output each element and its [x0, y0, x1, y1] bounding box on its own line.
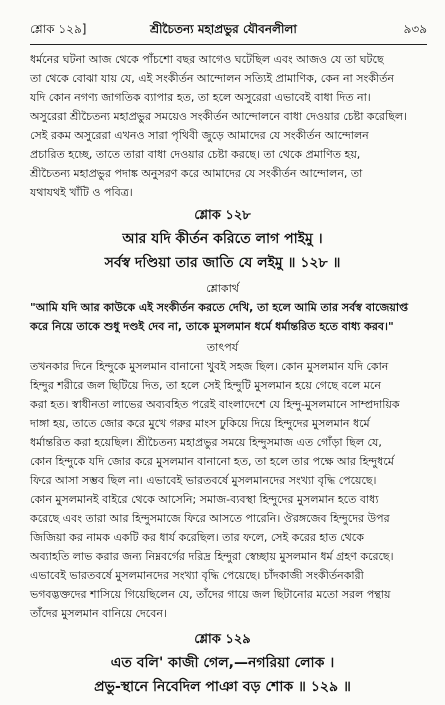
verse-129-line-2: প্রভু-স্থানে নিবেদিল পাঞা বড় শোক ॥ ১২৯ ॥ — [94, 679, 351, 695]
text-line: তাঁদের মুসলমান বানিয়ে দেবেন। — [30, 607, 167, 620]
translation-line: "আমি যদি আর কাউকে এই সংকীর্তন করতে দেখি, তা হলে আমি তার সর্বস্ব বাজেয়াপ্ত — [30, 301, 409, 314]
text-line: অব্যাহতি লাভ করার জন্য নিম্নবর্গের দরিদ্র হিন্দুরা স্বেচ্ছায় মুসলমান ধর্ম গ্রহণ করেছে। — [30, 550, 394, 563]
text-line: প্রচারিত হচ্ছে, তাতে তারা বাধা দেওয়ার চেষ্টা করছে। তা থেকে প্রমাণিত হয়, — [30, 148, 361, 161]
text-line: কোন মুসলমানই বাইরে থেকে আসেনি; সমাজ-ব্যবস্থা হিন্দুদের মুসলমান হতে বাধ্য — [30, 493, 379, 506]
page-number: ৯৩৯ — [403, 22, 427, 36]
page-header — [30, 18, 427, 45]
verse-128-heading: শ্লোক ১২৮ — [194, 208, 251, 223]
text-line: অসুরেরা শ্রীচৈতন্য মহাপ্রভুর সময়েও সংকীর্তন আন্দোলনে বাধা দেওয়ার চেষ্টা করেছিল। — [30, 110, 408, 123]
text-line: হিন্দুর শরীরে জল ছিটিয়ে দিত, তা হলে সেই হিন্দুটি মুসলমান হয়ে গেছে বলে মনে — [30, 379, 381, 392]
text-line: কোন হিন্দুকে যদি জোর করে মুসলমান বানানো হত, তা হলে তার পক্ষে আর হিন্দুধর্মে — [30, 455, 394, 468]
text-line: তখনকার দিনে হিন্দুকে মুসলমান বানানো খুবই সহজ ছিল। কোন মুসলমান যদি কোন — [30, 360, 389, 373]
text-line: দাঙ্গা হয়, তাতে জোর করে মুখে গরুর মাংস ঢুকিয়ে দিয়ে হিন্দুদের মুসলমান ধর্মে — [30, 417, 370, 430]
text-line: ফিরে আসা সম্ভব ছিল না। এভাবেই ভারতবর্ষে মুসলমানদের সংখ্যা বৃদ্ধি পেয়েছে। — [30, 474, 377, 487]
header-verse-ref: শ্লোক ১২৯] — [30, 22, 87, 36]
verse-129-heading: শ্লোক ১২৯ — [194, 632, 251, 647]
text-line: জিজিয়া কর নামক একটি কর ধার্য করেছিল। তার ফলে, সেই করের হাত থেকে — [30, 531, 364, 544]
translation-label: শ্লোকার্থ — [206, 282, 239, 295]
verse-128-line-2: সর্বস্ব দণ্ডিয়া তার জাতি যে লইমু ॥ ১২৮ ॥ — [104, 255, 341, 271]
text-line: ধর্মান্তরিত করা হয়েছিল। শ্রীচৈতন্য মহাপ্রভুর সময়ে হিন্দুসমাজ এত গোঁড়া ছিল যে, — [30, 436, 382, 449]
text-line: ভগবদ্ভক্তদের শাসিয়ে গিয়েছিলেন যে, তাঁদের গায়ে জল ছিটানোর মতো সরল পন্থায় — [30, 588, 391, 601]
text-line: এভাবেই ভারতবর্ষে মুসলমানদের সংখ্যা বৃদ্ধি পেয়েছে। চাঁদকাজী সংকীর্তনকারী — [30, 569, 364, 582]
text-line: সেই রকম অসুরেরা এখনও সারা পৃথিবী জুড়ে আমাদের যে সংকীর্তন আন্দোলন — [30, 129, 369, 142]
translation-line: করে নিয়ে তাকে শুধু দণ্ডই দেব না, তাকে মুসলমান ধর্মে ধর্মান্তরিত হতে বাধ্য করব।" — [30, 320, 394, 333]
text-line: শ্রীচৈতন্য মহাপ্রভুর পদাঙ্ক অনুসরণ করে আমাদের যে সংকীর্তন আন্দোলন, তা — [30, 167, 363, 180]
text-line: যথাযথই খাঁটি ও পবিত্র। — [30, 186, 133, 199]
verse-128-translation — [30, 298, 427, 336]
text-line: করা হত। স্বাধীনতা লাভের অব্যবহিত পরেই বাংলাদেশে যে হিন্দু-মুসলমানে সাম্প্রদায়িক — [30, 398, 400, 411]
purport-label: তাৎপর্য — [206, 341, 239, 354]
verse-129-line-1: এত বলি' কাজী গেল,—নগরিয়া লোক । — [110, 655, 335, 671]
text-line: করেছে এবং তারা আর হিন্দুসমাজে ফিরে আসতে পারেনি। ঔরঙ্গজেব হিন্দুদের উপর — [30, 512, 390, 525]
verse-128-purport — [30, 357, 427, 623]
header-chapter-title: শ্রীচৈতন্য মহাপ্রভুর যৌবনলীলা — [150, 22, 297, 36]
text-line: ধর্মনের ঘটনা আজ থেকে পাঁচশো বছর আগেও ঘটেছিল এবং আজও যে তা ঘটছে — [30, 53, 384, 66]
purport-continuation — [30, 50, 427, 202]
text-line: তা থেকে বোঝা যায় যে, এই সংকীর্তন আন্দোলন সত্যিই প্রামাণিক, কেন না সংকীর্তন — [30, 72, 394, 85]
verse-128-line-1: আর যদি কীর্তন করিতে লাগ পাইমু । — [122, 231, 323, 247]
text-line: যদি কোন নগণ্য জাগতিক ব্যাপার হত, তা হলে অসুরেরা এভাবেই বাধা দিত না। — [30, 91, 371, 104]
